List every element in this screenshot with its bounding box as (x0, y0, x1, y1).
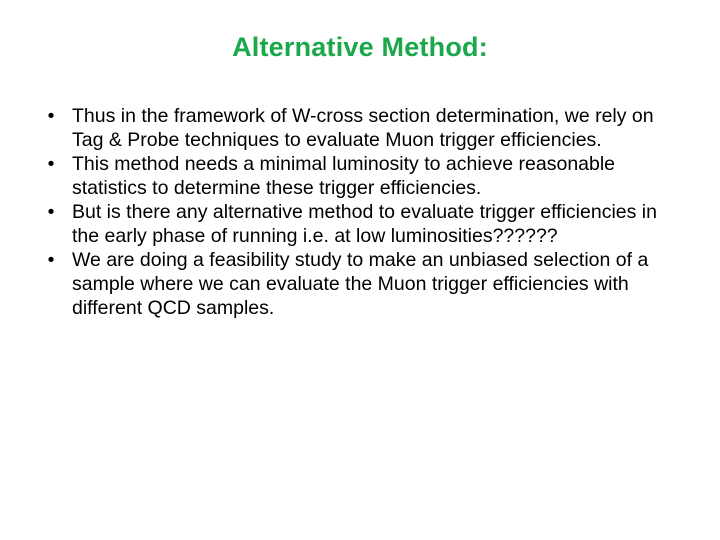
bullet-point-icon: • (47, 153, 55, 175)
bullet-item (42, 152, 682, 200)
slide-title: Alternative Method: (232, 32, 488, 62)
bullet-text: But is there any alternative method to evaluate trigger efficiencies in the early phase of running i.e. at low luminosities?????? (72, 201, 657, 247)
bullet-text: We are doing a feasibility study to make an unbiased selection of a sample where we can evaluate the Muon trigger efficiencies with different QCD samples. (72, 249, 649, 319)
bullet-item (42, 104, 682, 152)
bullet-point-icon: • (47, 249, 55, 271)
bullet-point-icon: • (47, 105, 55, 127)
bullet-point-icon: • (47, 201, 55, 223)
bullet-text: This method needs a minimal luminosity to achieve reasonable statistics to determine these trigger efficiencies. (72, 153, 616, 199)
bullet-text: Thus in the framework of W-cross section determination, we rely on Tag & Probe techniques to evaluate Muon trigger efficiencies. (72, 105, 654, 151)
bullet-list (42, 104, 682, 320)
bullet-item (42, 200, 682, 248)
bullet-item (42, 248, 682, 320)
